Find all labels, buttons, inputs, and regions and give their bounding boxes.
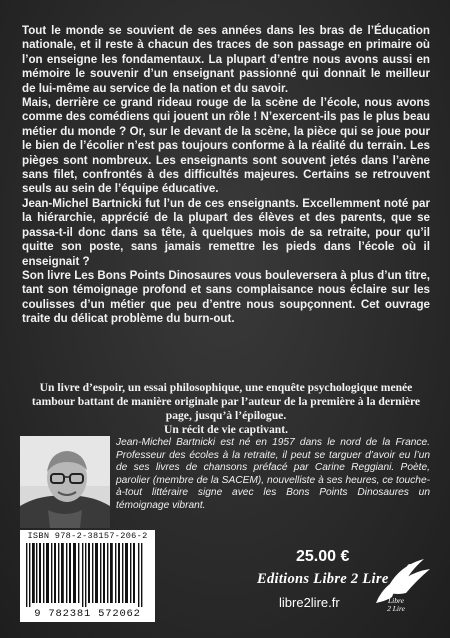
- tagline: [22, 381, 430, 437]
- price: 25.00 €: [296, 548, 350, 565]
- winged-figure-logo-icon: [366, 553, 432, 625]
- logo-text-line-2: 2 Lire: [387, 604, 405, 613]
- barcode-bars: [26, 543, 149, 607]
- blurb-paragraph-4: Son livre Les Bons Points Dinosaures vous bouleversera à plus d’un titre, tant son témoignage profond et sans complaisance nous éclaire sur les coulisses d’un métier que peu d’entre nous soupçonnent. Cet ouvrage traite du délicat problème du burn-out.: [22, 268, 430, 326]
- barcode-digits: 9 782381 572062: [34, 608, 141, 620]
- tagline-line-2: Un récit de vie captivant.: [164, 423, 288, 436]
- logo-text: [366, 597, 426, 613]
- isbn-barcode: [20, 530, 155, 622]
- author-bio: Jean-Michel Bartnicki est né en 1957 dans le nord de la France. Professeur des écoles à la retraite, il peut se targuer d’avoir eu l’un de ses livres de chansons préfacé par Carine Reggiani. Poète, parolier (membre de la SACEM), nouvelliste à ses heures, ce touche-à-tout littéraire signe avec les Bons Points Dinosaures un témoignage vibrant.: [116, 437, 430, 511]
- publisher-website: libre2lire.fr: [279, 595, 340, 610]
- tagline-line-1: Un livre d’espoir, un essai philosophique, une enquête psychologique menée tambour battant de manière originale par l’auteur de la première à la dernière page, jusqu’à l’épilogue.: [31, 381, 421, 422]
- blurb-paragraph-1: Tout le monde se souvient de ses années dans les bras de l’Éducation nationale, et il reste à chacun des traces de son passage en primaire où l’on enseigne les fondamentaux. La plupart d’entre nous avons aussi en mémoire le souvenir d’un enseignant passionné qui donnait le meilleur de lui-même au service de la nation et du savoir.: [22, 24, 430, 95]
- author-portrait-svg: [20, 436, 110, 528]
- author-portrait-icon: [20, 436, 110, 528]
- logo-text-line-1: Libre: [388, 596, 404, 605]
- publisher-name: Editions Libre 2 Lire: [257, 571, 389, 587]
- blurb-paragraph-3: Jean-Michel Bartnicki fut l’un de ces enseignants. Excellemment noté par la hiérarchie, apprécié de la plupart des élèves et des parents, que se passa-t-il donc dans sa tête, à quelques mois de sa retraite, pour qu’il quitte son poste, sans jamais remettre les pieds dans l’école où il enseignait ?: [22, 196, 430, 268]
- blurb-text: [22, 24, 430, 327]
- isbn-label: ISBN 978-2-38157-206-2: [27, 531, 148, 541]
- blurb-paragraph-2: Mais, derrière ce grand rideau rouge de la scène de l’école, nous avons comme des comédiens qui jouent un rôle ! N’exercent-ils pas le plus beau métier du monde ? Or, sur le devant de la scène, la pièce qui se joue pour le bien de l’écolier n’est pas toujours conforme à la réalité du terrain. Les pièges sont nombreux. Les enseignants sont souvent jetés dans l’arène sans filet, confrontés à des difficultés majeures. Certains se retrouvent seuls au sein de l’équipe éducative.: [22, 96, 430, 196]
